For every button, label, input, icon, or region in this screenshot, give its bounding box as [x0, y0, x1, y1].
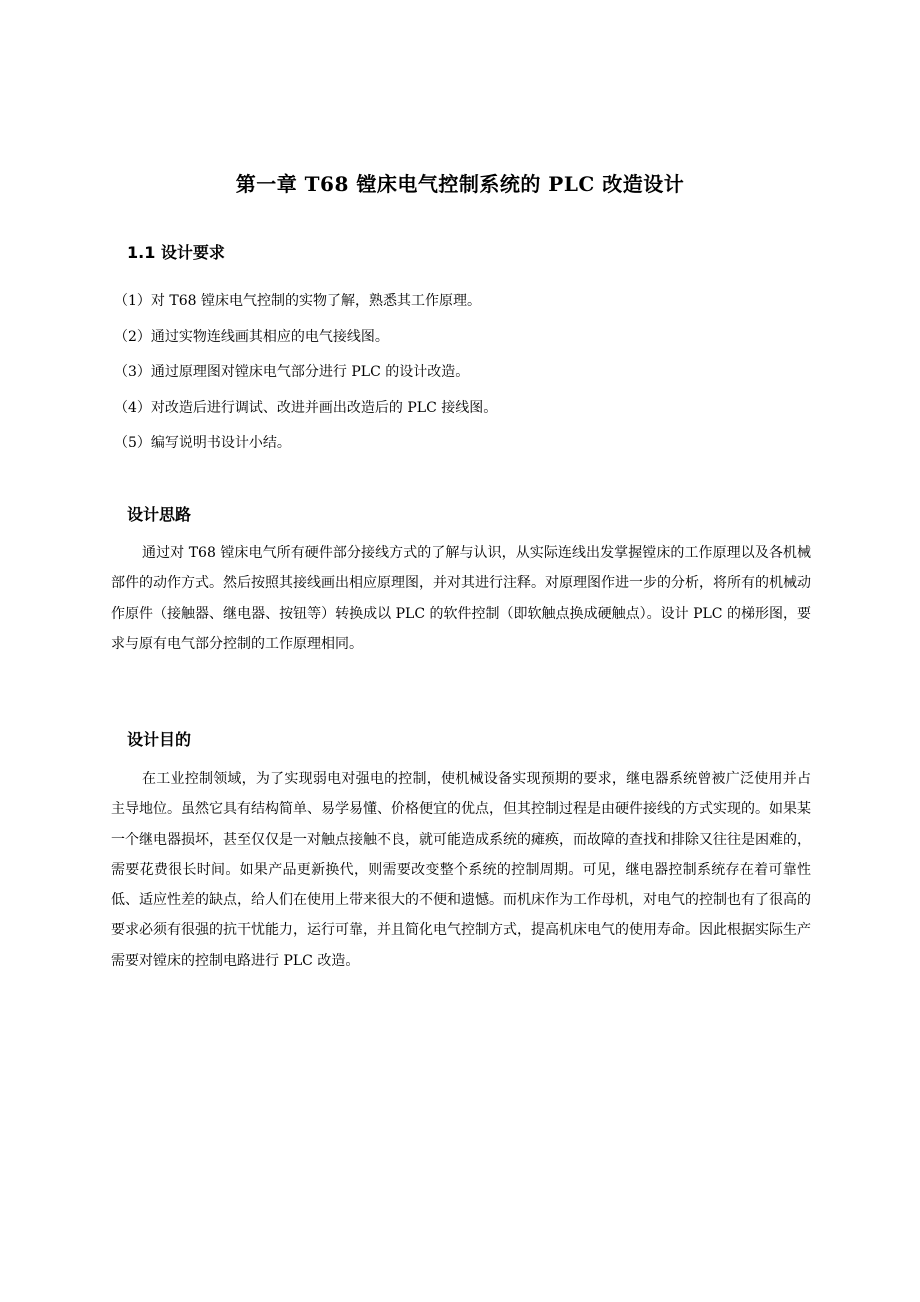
- list-item: （4）对改造后进行调试、改进并画出改造后的 PLC 接线图。: [114, 399, 498, 416]
- requirements-list: [114, 284, 497, 462]
- list-item: （5）编写说明书设计小结。: [114, 435, 291, 451]
- section-heading-design-idea: 设计思路: [127, 505, 192, 524]
- section-heading-design-purpose: 设计目的: [127, 730, 192, 749]
- design-purpose-paragraph: 在工业控制领域，为了实现弱电对强电的控制，使机械设备实现预期的要求，继电器系统曾被广泛使用并占主导地位。虽然它具有结构简单、易学易懂、价格便宜的优点，但其控制过程是由硬件接线的方式实现的。如果某一个继电器损坏，甚至仅仅是一对触点接触不良，就可能造成系统的瘫痪，而故障的查找和排除又往往是困难的，需要花费很长时间。如果产品更新换代，则需要改变整个系统的控制周期。可见，继电器控制系统存在着可靠性低、适应性差的缺点，给人们在使用上带来很大的不便和遗憾。而机床作为工作母机，对电气的控制也有了很高的要求必须有很强的抗干忧能力，运行可靠，并且简化电气控制方式，提高机床电气的使用寿命。因此根据实际生产需要对镗床的控制电路进行 PLC 改造。: [111, 771, 811, 969]
- section-heading-requirements: 1.1 设计要求: [127, 243, 225, 262]
- list-item: （2）通过实物连线画其相应的电气接线图。: [114, 328, 389, 345]
- list-item: （3）通过原理图对镗床电气部分进行 PLC 的设计改造。: [114, 364, 470, 380]
- chapter-title: 第一章 T68 镗床电气控制系统的 PLC 改造设计: [235, 172, 685, 196]
- design-idea-paragraph: 通过对 T68 镗床电气所有硬件部分接线方式的了解与认识，从实际连线出发掌握镗床的工作原理以及各机械部件的动作方式。然后按照其接线画出相应原理图，并对其进行注释。对原理图作进一步的分析，将所有的机械动作原件（接触器、继电器、按钮等）转换成以 PLC 的软件控制（即软触点换成硬触点）。设计 PLC 的梯形图，要求与原有电气部分控制的工作原理相同。: [111, 545, 811, 652]
- list-item: （1）对 T68 镗床电气控制的实物了解，熟悉其工作原理。: [114, 293, 481, 309]
